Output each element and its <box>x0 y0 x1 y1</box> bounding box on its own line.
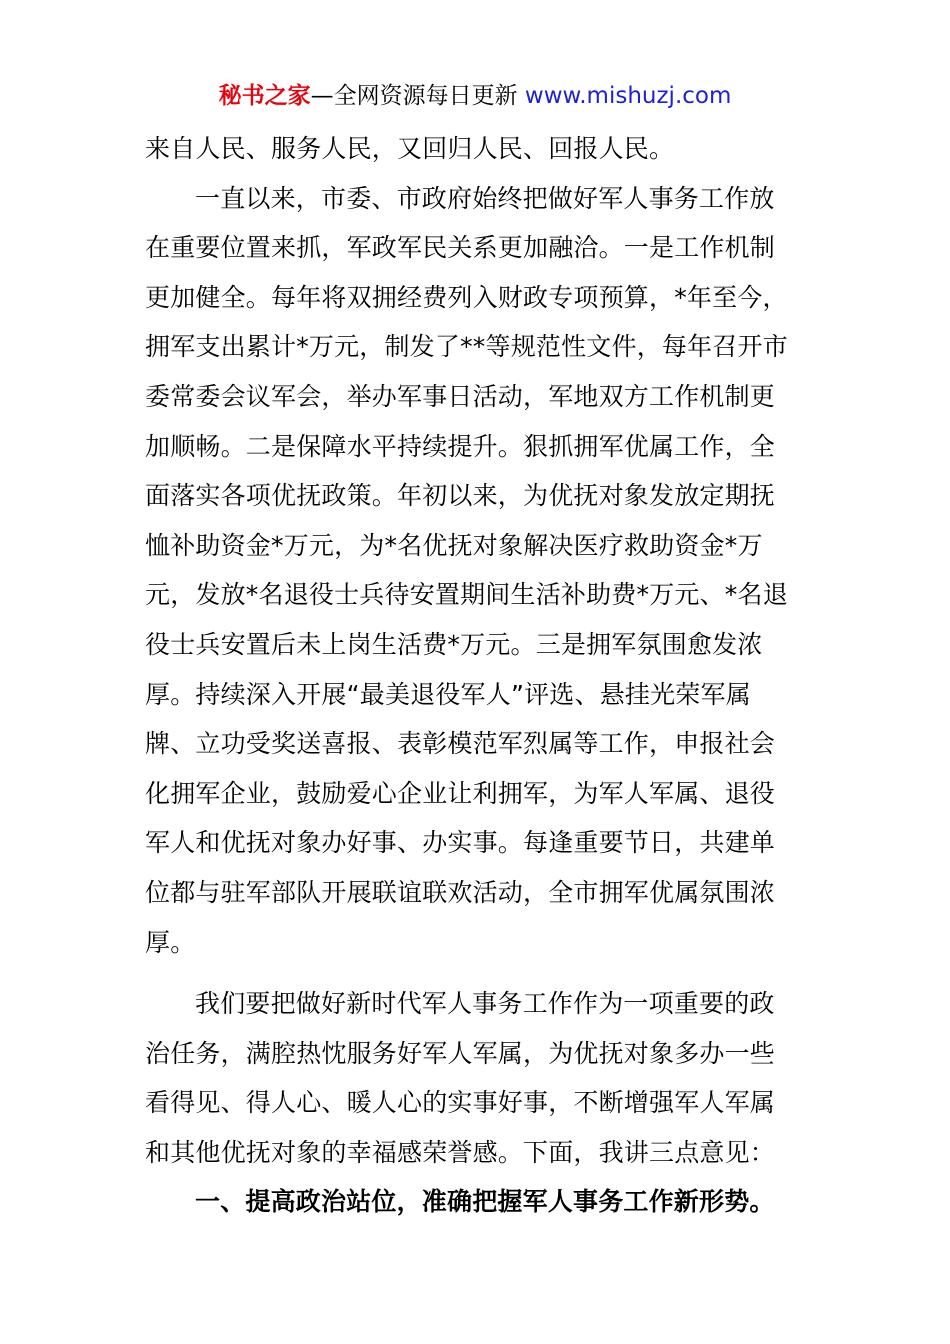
paragraph <box>145 979 807 1177</box>
text-line: 厚。 <box>145 927 196 957</box>
text-line: 更加健全。每年将双拥经费列入财政专项预算，*年至今， <box>145 282 788 312</box>
text-line: 拥军支出累计*万元，制发了**等规范性文件，每年召开市 <box>145 332 788 362</box>
document-body <box>145 124 807 1227</box>
site-header <box>0 80 950 112</box>
text-line: 委常委会议军会，举办军事日活动，军地双方工作机制更 <box>145 381 776 411</box>
text-line: 面落实各项优抚政策。年初以来，为优抚对象发放定期抚 <box>145 481 776 511</box>
text-line: 一直以来，市委、市政府始终把做好军人事务工作放 <box>195 183 775 213</box>
section-heading <box>145 1177 807 1227</box>
text-line: 来自人民、服务人民，又回归人民、回报人民。 <box>145 134 675 163</box>
text-line: 治任务，满腔热忱服务好军人军属，为优抚对象多办一些 <box>145 1038 776 1068</box>
text-line: 位都与驻军部队开展联谊联欢活动，全市拥军优属氛围浓 <box>145 877 776 907</box>
text-line: 和其他优抚对象的幸福感荣誉感。下面，我讲三点意见： <box>145 1137 776 1167</box>
paragraph <box>145 174 807 968</box>
text-line: 恤补助资金*万元，为*名优抚对象解决医疗救助资金*万 <box>145 530 763 560</box>
header-tagline: —全网资源每日更新 <box>310 83 518 109</box>
text-line: 一、提高政治站位，准确把握军人事务工作新形势。 <box>195 1187 775 1217</box>
text-line: 役士兵安置后未上岗生活费*万元。三是拥军氛围愈发浓 <box>145 629 763 659</box>
text-line: 我们要把做好新时代军人事务工作作为一项重要的政 <box>195 989 775 1019</box>
brand-name: 秘书之家 <box>218 83 311 109</box>
text-line: 加顺畅。二是保障水平持续提升。狠抓拥军优属工作，全 <box>145 431 776 461</box>
text-line: 看得见、得人心、暖人心的实事好事，不断增强军人军属 <box>145 1088 776 1118</box>
paragraph <box>145 124 807 174</box>
text-line: 化拥军企业，鼓励爱心企业让利拥军，为军人军属、退役 <box>145 778 776 808</box>
text-line: 厚。持续深入开展“最美退役军人”评选、悬挂光荣军属 <box>145 679 751 709</box>
text-line: 军人和优抚对象办好事、办实事。每逢重要节日，共建单 <box>145 828 776 858</box>
text-line: 元，发放*名退役士兵待安置期间生活补助费*万元、*名退 <box>145 580 788 610</box>
site-url-link[interactable]: www.mishuzj.com <box>524 83 732 109</box>
text-line: 牌、立功受奖送喜报、表彰模范军烈属等工作，申报社会 <box>145 729 776 759</box>
text-line: 在重要位置来抓，军政军民关系更加融洽。一是工作机制 <box>145 233 776 263</box>
paragraph-spacer <box>145 967 807 979</box>
